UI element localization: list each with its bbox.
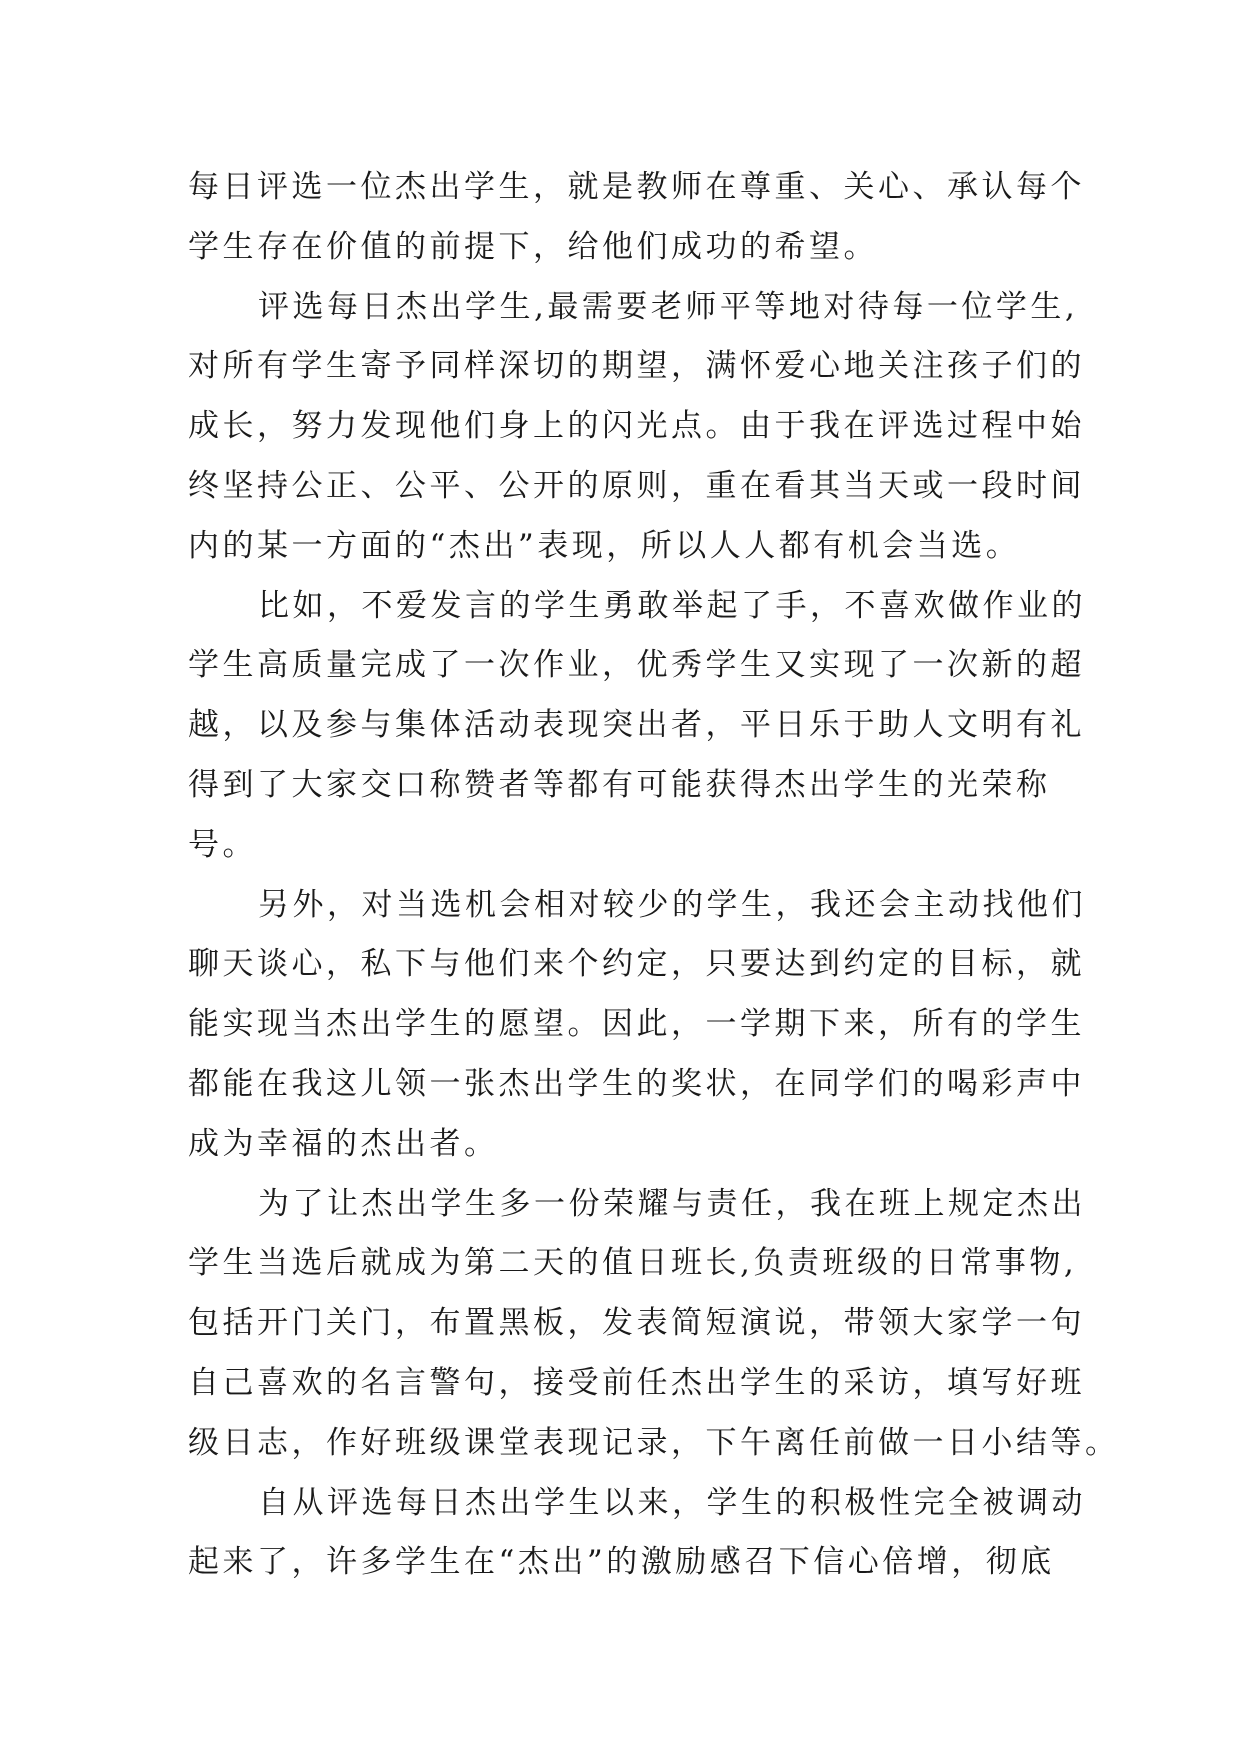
text-line: 越，以及参与集体活动表现突出者，平日乐于助人文明有礼: [188, 707, 1085, 744]
text-line: 包括开门关门，布置黑板，发表简短演说，带领大家学一句: [188, 1305, 1085, 1342]
text-line: 成为幸福的杰出者。: [188, 1125, 499, 1162]
text-line: 学生当选后就成为第二天的值日班长,负责班级的日常事物,: [188, 1245, 1078, 1282]
text-line: 能实现当杰出学生的愿望。因此，一学期下来，所有的学生: [188, 1006, 1085, 1043]
text-line: 对所有学生寄予同样深切的期望，满怀爱心地关注孩子们的: [188, 348, 1085, 385]
text-line: 另外，对当选机会相对较少的学生，我还会主动找他们: [258, 886, 1086, 923]
text-line: 终坚持公正、公平、公开的原则，重在看其当天或一段时间: [188, 467, 1085, 504]
text-line: 自己喜欢的名言警句，接受前任杰出学生的采访，填写好班: [188, 1364, 1085, 1401]
text-line: 学生高质量完成了一次作业，优秀学生又实现了一次新的超: [188, 647, 1085, 684]
text-line: 聊天谈心，私下与他们来个约定，只要达到约定的目标，就: [188, 946, 1085, 983]
text-line: 学生存在价值的前提下，给他们成功的希望。: [188, 228, 878, 265]
text-line: 每日评选一位杰出学生，就是教师在尊重、关心、承认每个: [188, 169, 1085, 205]
text-line: 得到了大家交口称赞者等都有可能获得杰出学生的光荣称: [188, 766, 1051, 803]
text-line: 比如，不爱发言的学生勇敢举起了手，不喜欢做作业的: [258, 587, 1086, 624]
text-line: 评选每日杰出学生,最需要老师平等地对待每一位学生,: [258, 288, 1079, 325]
body-text: [188, 158, 1120, 1593]
text-line: 为了让杰出学生多一份荣耀与责任，我在班上规定杰出: [258, 1185, 1086, 1222]
text-line: 号。: [188, 826, 257, 863]
text-line: 内的某一方面的“杰出”表现，所以人人都有机会当选。: [188, 527, 1021, 564]
text-line: 自从评选每日杰出学生以来，学生的积极性完全被调动: [258, 1484, 1086, 1521]
text-line: 级日志，作好班级课堂表现记录，下午离任前做一日小结等。: [188, 1424, 1120, 1461]
text-line: 起来了，许多学生在“杰出”的激励感召下信心倍增，彻底: [188, 1544, 1055, 1581]
text-line: 都能在我这儿领一张杰出学生的奖状，在同学们的喝彩声中: [188, 1065, 1085, 1102]
text-line: 成长，努力发现他们身上的闪光点。由于我在评选过程中始: [188, 408, 1085, 445]
